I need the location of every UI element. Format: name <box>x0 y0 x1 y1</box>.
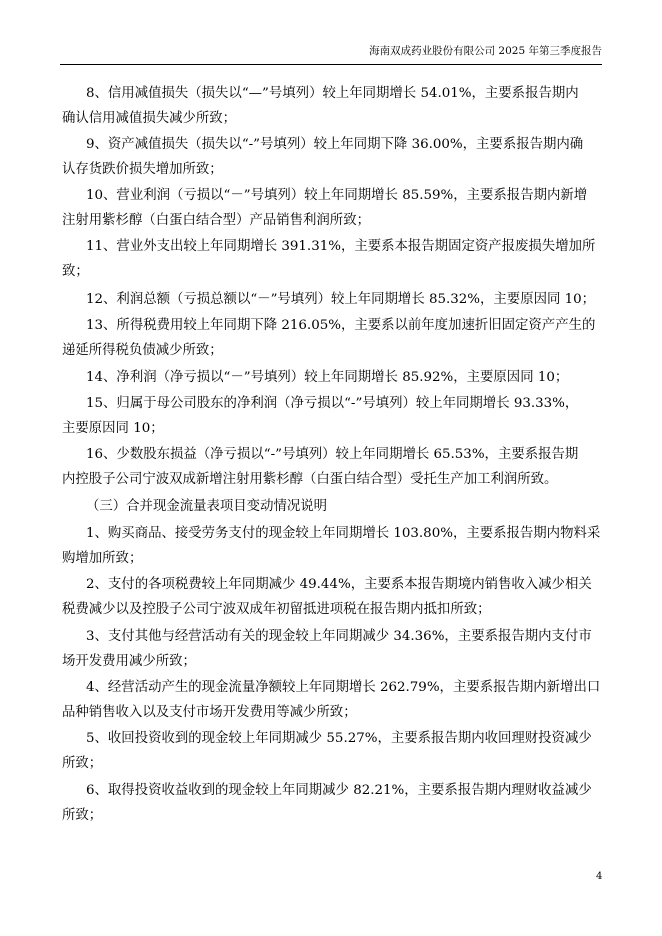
paragraph-line: 15、归属于母公司股东的净利润（净亏损以“-”号填列）较上年同期增长 93.33%， <box>86 396 579 411</box>
paragraph-line: 2、支付的各项税费较上年同期减少 49.44%，主要系本报告期境内销售收入减少相关 <box>86 577 592 592</box>
paragraph-line: 确认信用减值损失减少所致； <box>62 111 237 126</box>
paragraph-line: 13、所得税费用较上年同期下降 216.05%，主要系以前年度加速折旧固定资产产生的 <box>86 318 596 333</box>
page-header <box>60 45 602 65</box>
paragraph-line: 所致； <box>62 808 103 823</box>
paragraph-line: 1、购买商品、接受劳务支付的现金较上年同期增长 103.80%，主要系报告期内物料采 <box>86 526 601 541</box>
paragraph-line: 4、经营活动产生的现金流量净额较上年同期增长 262.79%，主要系报告期内新增出口 <box>86 680 601 695</box>
paragraph-line: 14、净利润（净亏损以“－”号填列）较上年同期增长 85.92%，主要原因同 10； <box>86 370 569 385</box>
paragraph-line: 12、利润总额（亏损总额以“－”号填列）较上年同期增长 85.32%，主要原因同 10； <box>86 292 596 307</box>
paragraph-line: 10、营业利润（亏损以“－”号填列）较上年同期增长 85.59%，主要系报告期内新增 <box>86 188 588 203</box>
paragraph-line: 税费减少以及控股子公司宁波双成年初留抵进项税在报告期内抵扣所致； <box>62 602 491 617</box>
page-header-title: 海南双成药业股份有限公司 2025 年第三季度报告 <box>369 45 602 57</box>
paragraph-line: 5、收回投资收到的现金较上年同期减少 55.27%，主要系报告期内收回理财投资减少 <box>86 731 592 746</box>
paragraph-line: 所致； <box>62 756 103 771</box>
paragraph-line: 主要原因同 10； <box>62 421 164 436</box>
paragraph-line: 注射用紫杉醇（白蛋白结合型）产品销售利润所致； <box>62 213 370 228</box>
paragraph-line: 品种销售收入以及支付市场开发费用等减少所致； <box>62 705 357 720</box>
paragraph-line: 场开发费用减少所致； <box>62 654 196 669</box>
paragraph-line: 11、营业外支出较上年同期增长 391.31%，主要系本报告期固定资产报废损失增加所 <box>86 239 596 254</box>
paragraph-line: 6、取得投资收益收到的现金较上年同期减少 82.21%，主要系报告期内理财收益减少 <box>86 783 592 798</box>
paragraph-line: 致； <box>62 264 89 279</box>
paragraph-line: 8、信用减值损失（损失以“—”号填列）较上年同期增长 54.01%，主要系报告期内 <box>86 86 579 101</box>
paragraph-line: 16、少数股东损益（净亏损以“-”号填列）较上年同期增长 65.53%，主要系报告期 <box>86 447 579 462</box>
paragraph-line: 认存货跌价损失增加所致； <box>62 162 223 177</box>
paragraph-line: 递延所得税负债减少所致； <box>62 343 223 358</box>
paragraph-line: 9、资产减值损失（损失以“-”号填列）较上年同期下降 36.00%，主要系报告期内确 <box>86 137 584 152</box>
paragraph-line: 内控股子公司宁波双成新增注射用紫杉醇（白蛋白结合型）受托生产加工利润所致。 <box>62 472 558 487</box>
page-number: 4 <box>596 871 603 882</box>
paragraph-line: 3、支付其他与经营活动有关的现金较上年同期减少 34.36%，主要系报告期内支付市 <box>86 629 592 644</box>
paragraph-line: 购增加所致； <box>62 551 143 566</box>
section-heading: （三）合并现金流量表项目变动情况说明 <box>86 499 328 514</box>
